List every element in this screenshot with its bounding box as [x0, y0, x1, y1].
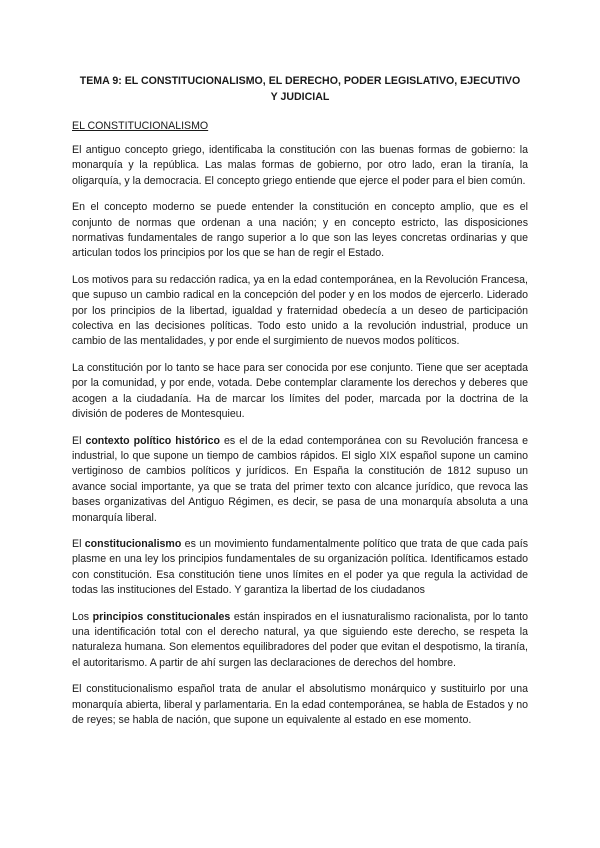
paragraph-text: Los motivos para su redacción radica, ya en la edad contemporánea, en la Revolución Francesa, que supuso un cambio radical en la concepción del poder y en los modos de ejercerlo. Liderado por los principios de la libertad, igualdad y fraternidad obedecía a un deseo de participación colectiva en las decisiones políticas. Todo esto unido a la revolución industrial, produce un cambio de las mentalidades, y por ende el surgimiento de nuevos modos políticos.	[72, 273, 528, 348]
paragraph-constitutionalism	[72, 537, 528, 599]
paragraph-spanish-constitutionalism	[72, 682, 528, 728]
paragraph-text: El constitucionalismo español trata de anular el absolutismo monárquico y sustituirlo por una monarquía abierta, liberal y parlamentaria. En la edad contemporánea, se habla de Estados y no de reyes; se habla de nación, que supone un equivalente al estado en ese momento.	[72, 683, 528, 726]
paragraph-principles	[72, 610, 528, 672]
paragraph-prefix: El	[72, 434, 86, 447]
paragraph-text: En el concepto moderno se puede entender la constitución en concepto amplio, que es el conjunto de normas que ordenan a una nación; y en concepto estricto, las disposiciones normativas fundamentales de rango superior a lo que son las leyes concretas ordinarias y que articulan todos los principios por los que se han de regir el Estado.	[72, 201, 528, 260]
paragraph-motives	[72, 273, 528, 350]
bold-term: contexto político histórico	[85, 434, 221, 447]
paragraph-greek-concept	[72, 143, 528, 189]
paragraph-text: es un movimiento fundamentalmente político que trata de que cada país plasme en una ley los principios fundamentales de su organización política. Identificamos estado con constitución. Esa constitución tiene unos límites en el poder ya que regula la actividad de todas las instituciones del Estado. Y garantiza la libertad de los ciudadanos	[72, 537, 528, 597]
paragraph-constitution-purpose	[72, 361, 528, 423]
paragraph-prefix: El	[72, 537, 85, 550]
section-heading: EL CONSTITUCIONALISMO	[72, 120, 209, 132]
bold-term: principios constitucionales	[92, 610, 231, 623]
bold-term: constitucionalismo	[84, 537, 182, 550]
paragraph-text: están inspirados en el iusnaturalismo racionalista, por lo tanto una identificación total con el derecho natural, ya que siguiendo este derecho, se respeta la naturaleza humana. Son elementos equilibradores del poder que evitan el despotismo, la tiranía, el autoritarismo. A partir de ahí surgen las declaraciones de derechos del hombre.	[72, 610, 529, 669]
paragraph-text: El antiguo concepto griego, identificaba la constitución con las buenas formas de gobierno: la monarquía y la república. Las malas formas de gobierno, por otro lado, eran la tiranía, la oligarquía, y la democracia. El concepto griego entiende que ejerce el poder para el bien común.	[72, 144, 528, 187]
paragraph-text: es el de la edad contemporánea con su Revolución francesa e industrial, lo que supone un tiempo de cambios rápidos. El siglo XIX español supone un camino vertiginoso de cambios políticos y jurídicos. En España la constitución de 1812 supuso un avance social importante, ya que se trata del primer texto con alcance jurídico, que revoca las bases organizativas del Antiguo Régimen, es decir, se pasa de una monarquía absoluta a una monarquía liberal.	[72, 434, 528, 524]
paragraph-historical-context	[72, 434, 528, 526]
paragraph-text: La constitución por lo tanto se hace para ser conocida por ese conjunto. Tiene que ser aceptada por la comunidad, y por ende, votada. Debe contemplar claramente los derechos y deberes que acogen a la ciudadanía. Ha de marcar los límites del poder, marcada por la doctrina de la división de poderes de Montesquieu.	[72, 361, 528, 421]
paragraph-modern-concept	[72, 200, 528, 262]
paragraph-prefix: Los	[72, 610, 93, 623]
document-title: TEMA 9: EL CONSTITUCIONALISMO, EL DERECHO, PODER LEGISLATIVO, EJECUTIVO Y JUDICIAL	[79, 75, 521, 103]
